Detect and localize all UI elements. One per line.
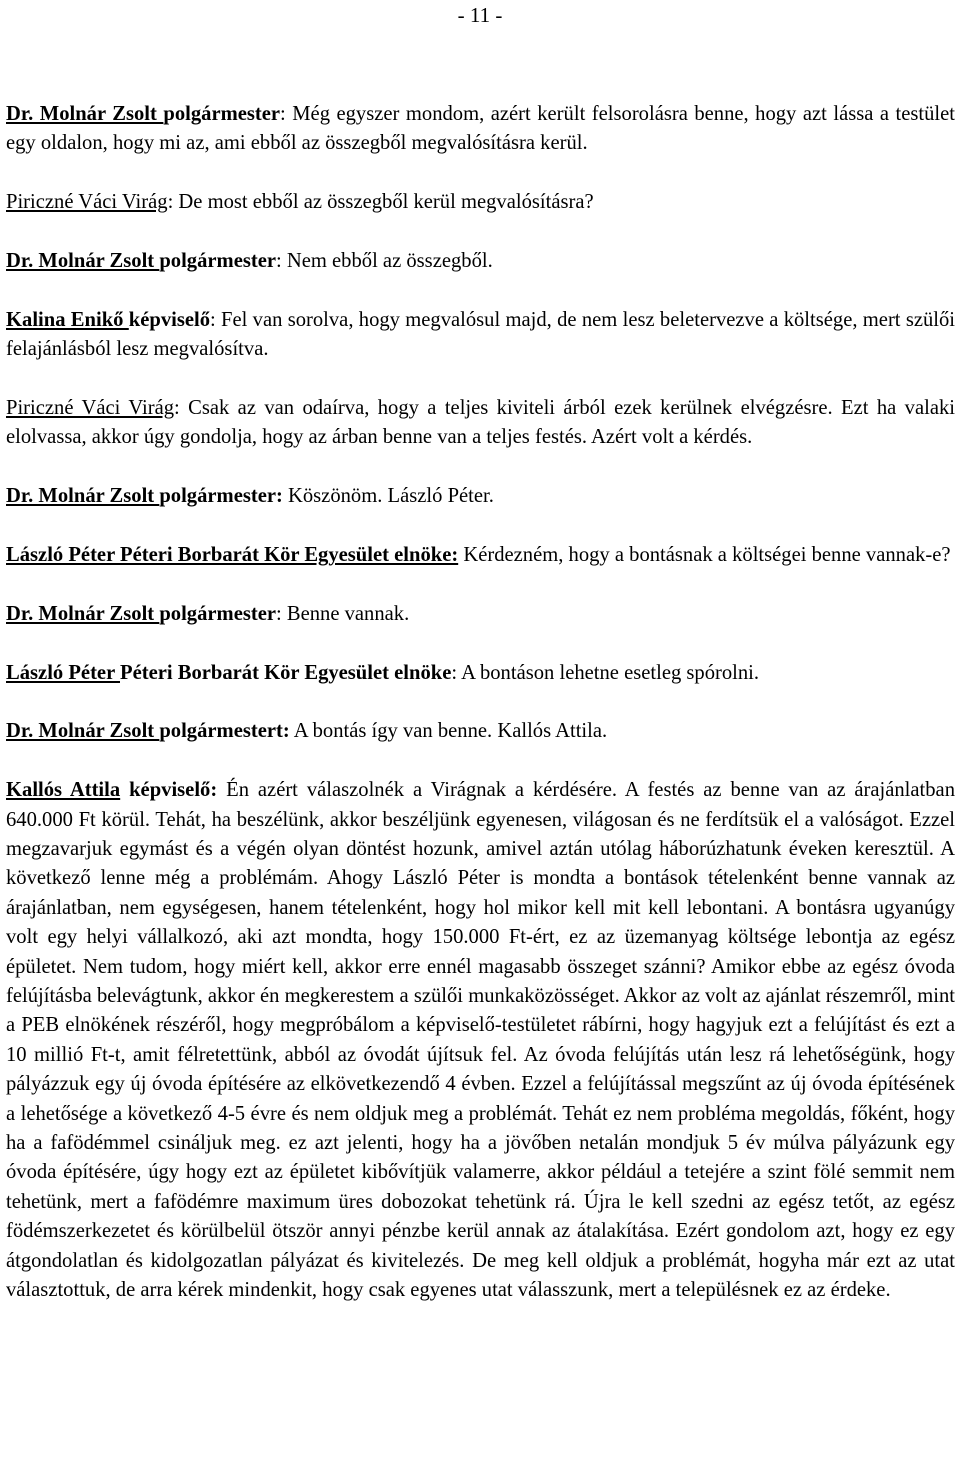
speaker-role: polgármester [159,602,276,625]
speaker-name: Kallós Attila [6,779,121,802]
speaker-name: Dr. Molnár Zsolt [6,250,160,272]
paragraph-4 [6,306,955,365]
paragraph-8 [6,600,955,629]
paragraph-10 [6,717,955,746]
paragraph-7 [6,541,955,570]
speaker-name: Piriczné Váci Virág [6,191,168,214]
speaker-role: képviselő [128,308,211,331]
speaker-role: Péteri Borbarát Kör Egyesület elnöke [120,661,452,684]
paragraph-text: Kérdezném, hogy a bontásnak a költségei benne vannak-e? [458,544,951,566]
paragraph-text: A bontás így van benne. Kallós Attila. [289,720,608,743]
speaker-name: Dr. Molnár Zsolt [6,485,160,508]
paragraph-text: Én azért válaszolnék a Virágnak a kérdésére. A festés az benne van az árajánlatban 640.000 Ft körül. Tehát, ha beszélünk, akkor beszéljünk egyenesen, világosan és ne ferdítsük el a valóságot. Ezzel megzavarjuk egymást és a végén olyan döntést hozunk, amivel aztán utólag háborúzhatunk éveken keresztül. A következő lenne még a problémám. Ahogy László Péter is mondta a bontások tételenként benne vannak az árajánlatban, nem egységesen, hanem tételenként, hogy hol mikor kell mit kell lebontani. A bontásra ugyanúgy volt egy helyi vállalkozó, aki azt mondta, hogy 150.000 Ft-ért, ez az üzemanyag költsége lebontja az egész épületet. Nem tudom, hogy miért kell, akkor erre ennél magasabb összeget szánni? Amikor ebbe az egész óvoda felújításba belevágtunk, akkor én megkerestem a szülői munkaközösséget. Akkor az volt az ajánlat részemről, mint a PEB elnökének részéről, hogy megpróbálom a képviselő-testületet rábírni, hogy hagyjuk ezt a felújítást és ezt a 10 millió Ft-t, amit félretettünk, abból az óvodát újítsuk fel. Az óvoda felújítás után lesz rá lehetőségünk, hogy pályázzuk egy új óvoda építésére az elkövetkezendő 4 évben. Ezzel a felújítással megszűnt az új óvoda építésének a lehetősége a következő 4-5 évre és nem oldjuk meg a problémát. Tehát ez nem probléma megoldás, főként, hogy ha a fafödémmel csináljuk meg. ez azt jelenti, hogy ha a jövőben netalán mondjuk 5 év múlva pályázunk egy óvoda építésére, úgy hogy ezt az épületet kibővítjük valamerre, akkor például a tetejére a szint fölé semmit nem tehetünk, mert a fafödémre maximum üres dobozokat tehetünk rá. Újra le kell szedni az egész tetőt, az egész födémszerkezetet és körülbelül ötször annyi pénzbe kerül annak az átalakítása. Ezért gondolom azt, hogy ez egy átgondolatlan és kidolgozatlan pályázat és kivitelezés. De meg kell oldjuk a problémát, hogyha már ezt az utat választottuk, de arra kérek mindenkit, hogy csak egyenes utat válasszunk, mert a településnek ez az érdeke. [6,779,955,1302]
page-number: - 11 - [457,3,503,27]
paragraph-3 [6,247,955,276]
speaker-name: Dr. Molnár Zsolt [6,103,164,125]
paragraph-text: : Fel van sorolva, hogy megvalósul majd, de nem lesz beletervezve a költsége, mert szülői felajánlásból lesz megvalósítva. [6,308,956,361]
speaker-name: László Péter Péteri Borbarát Kör Egyesület elnöke: [6,544,459,566]
speaker-name: Piriczné Váci Virág [6,397,175,419]
paragraph-9 [6,659,955,688]
document-body [6,100,955,1306]
paragraph-text: : Nem ebből az összegből. [275,250,493,272]
paragraph-text: : Benne vannak. [275,602,410,625]
paragraph-5 [6,394,955,453]
speaker-role: polgármestert: [159,720,290,743]
paragraph-2 [6,188,955,217]
speaker-role: polgármester: [159,485,283,508]
paragraph-text: : Csak az van odaírva, hogy a teljes kiviteli árból ezek kerülnek elvégzésre. Ezt ha valaki elolvassa, akkor úgy gondolja, hogy az árban benne van a teljes festés. Azért volt a kérdés. [6,397,955,449]
speaker-name: Dr. Molnár Zsolt [6,720,160,743]
paragraph-text: : De most ebből az összegből kerül megvalósításra? [167,191,594,214]
speaker-role: polgármester [163,103,281,125]
paragraph-text: : Még egyszer mondom, azért került felsorolásra benne, hogy azt lássa a testület egy oldalon, hogy mi az, ami ebből az összegből megvalósításra kerül. [6,103,955,155]
paragraph-text: Köszönöm. László Péter. [282,485,494,508]
speaker-role: polgármester [159,250,276,272]
speaker-name: Kalina Enikő [6,308,129,331]
paragraph-6 [6,482,955,511]
paragraph-text: : A bontáson lehetne esetleg spórolni. [451,661,760,684]
speaker-name: Dr. Molnár Zsolt [6,602,160,625]
speaker-role: képviselő: [120,779,218,802]
paragraph-1 [6,100,955,159]
paragraph-11 [6,776,955,1305]
speaker-name: László Péter [6,661,120,684]
